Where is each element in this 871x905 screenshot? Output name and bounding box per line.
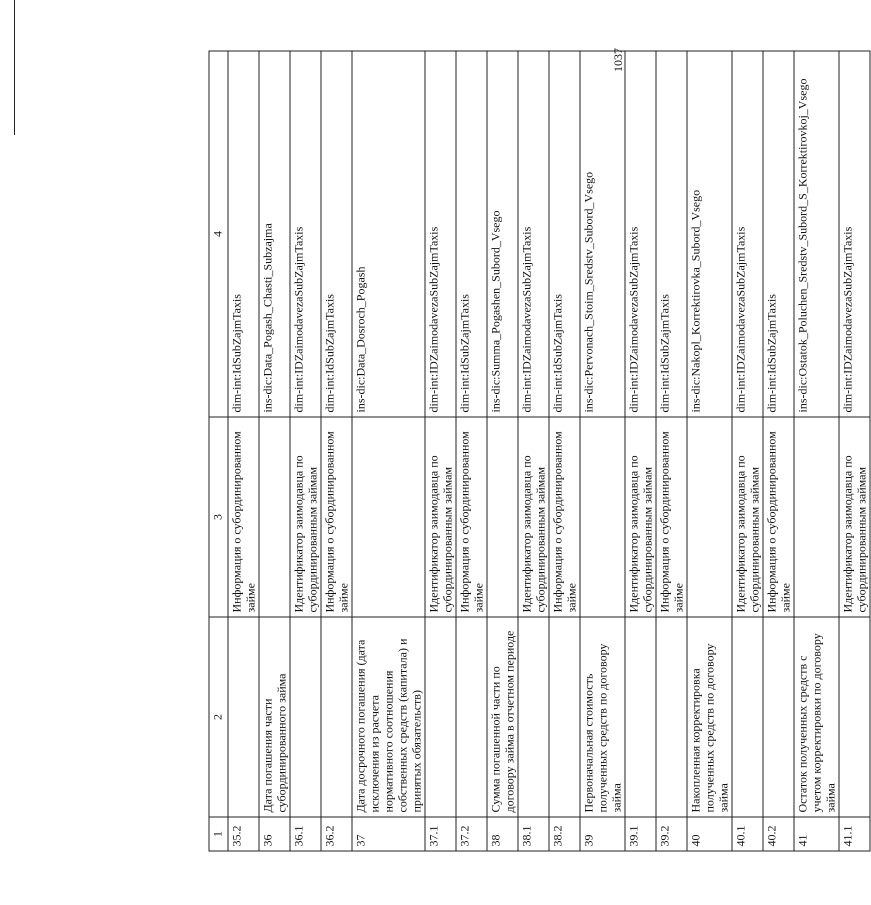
code-cell [763, 51, 794, 417]
row-number-cell: 37.2 [456, 817, 487, 851]
code-cell [259, 51, 290, 417]
code-value: ins-dic:Pervonach_Stoim_Sredstv_Subord_Vsego [581, 171, 596, 413]
dimension-info-cell: Идентификатор заимодавца по субординированным займам [518, 417, 549, 617]
table-header-row [209, 51, 228, 851]
row-number-cell: 36 [259, 817, 290, 851]
code-cell [456, 51, 487, 417]
column-header: 4 [209, 51, 228, 417]
dimension-info-cell: Информация о субординированном займе [549, 417, 580, 617]
code-value: dim-int:IDZaimodavezaSubZajmTaxis [291, 226, 306, 413]
code-value: ins-dic:Ostatok_Poluchen_Sredstv_Subord_S_Korrektirovkoj_Vsego [795, 78, 810, 413]
dimension-info-cell: Информация о субординированном займе [456, 417, 487, 617]
code-cell [794, 51, 839, 417]
row-number-cell: 40 [687, 817, 732, 851]
table-row [228, 51, 259, 851]
table-row [625, 51, 656, 851]
code-value: dim-int:IdSubZajmTaxis [657, 294, 672, 413]
row-number-cell: 36.1 [290, 817, 321, 851]
column-header: 3 [209, 417, 228, 617]
table-row [794, 51, 839, 851]
dimension-info-cell [259, 417, 290, 617]
code-value: dim-int:IDZaimodavezaSubZajmTaxis [519, 226, 534, 413]
attribute-name-cell [625, 617, 656, 817]
dimension-info-cell [687, 417, 732, 617]
code-value: dim-int:IDZaimodavezaSubZajmTaxis [426, 226, 441, 413]
code-cell [518, 51, 549, 417]
row-number-cell: 37.1 [425, 817, 456, 851]
attribute-name-cell [425, 617, 456, 817]
code-cell [656, 51, 687, 417]
dimension-info-cell: Идентификатор заимодавца по субординированным займам [732, 417, 763, 617]
table-row [290, 51, 321, 851]
attribute-name-cell [656, 617, 687, 817]
table-row [732, 51, 763, 851]
code-value: dim-int:IDZaimodavezaSubZajmTaxis [733, 226, 748, 413]
table-row [656, 51, 687, 851]
row-number-cell: 39.1 [625, 817, 656, 851]
attribute-name-cell [518, 617, 549, 817]
attributes-table [209, 51, 871, 852]
dimension-info-cell [580, 417, 625, 617]
table-row [580, 51, 625, 851]
table-row [839, 51, 870, 851]
code-cell [425, 51, 456, 417]
code-cell [732, 51, 763, 417]
code-value: dim-int:IDZaimodavezaSubZajmTaxis [840, 226, 855, 413]
table-row [487, 51, 518, 851]
table-row [321, 51, 352, 851]
dimension-info-cell: Идентификатор заимодавца по субординированным займам [625, 417, 656, 617]
dimension-info-cell: Идентификатор заимодавца по субординированным займам [290, 417, 321, 617]
binding-margin-line [14, 0, 15, 135]
code-value: dim-int:IdSubZajmTaxis [550, 294, 565, 413]
table-row [763, 51, 794, 851]
attribute-name-cell: Остаток полученных средств с учетом корректировки по договору займа [794, 617, 839, 817]
attribute-name-cell: Первоначальная стоимость полученных средств по договору займа [580, 617, 625, 817]
row-number-cell: 37 [352, 817, 425, 851]
attribute-name-cell [549, 617, 580, 817]
attribute-name-cell: Дата досрочного погашения (дата исключения из расчета нормативного соотношения собственных средств (капитала) и принятых обязательств) [352, 617, 425, 817]
attribute-name-cell [839, 617, 870, 817]
row-number-cell: 39.2 [656, 817, 687, 851]
dimension-info-cell [352, 417, 425, 617]
row-number-cell: 35.2 [228, 817, 259, 851]
code-cell [687, 51, 732, 417]
table-row [518, 51, 549, 851]
code-value: dim-int:IdSubZajmTaxis [229, 294, 244, 413]
table-row [352, 51, 425, 851]
row-number-cell: 38 [487, 817, 518, 851]
row-number-cell: 36.2 [321, 817, 352, 851]
dimension-info-cell: Информация о субординированном займе [763, 417, 794, 617]
dimension-info-cell [794, 417, 839, 617]
dimension-info-cell: Идентификатор заимодавца по субординированным займам [839, 417, 870, 617]
attribute-name-cell: Накопленная корректировка полученных средств по договору займа [687, 617, 732, 817]
code-cell [625, 51, 656, 417]
table-body [228, 51, 870, 851]
code-cell [290, 51, 321, 417]
code-value: dim-int:IdSubZajmTaxis [764, 294, 779, 413]
code-value: ins-dic:Nakopl_Korrektirovka_Subord_Vsego [688, 189, 703, 413]
attribute-name-cell [763, 617, 794, 817]
table-row [259, 51, 290, 851]
column-header: 2 [209, 617, 228, 817]
table-row [687, 51, 732, 851]
dimension-info-cell: Информация о субординированном займе [228, 417, 259, 617]
code-cell [228, 51, 259, 417]
code-cell [487, 51, 518, 417]
code-cell [321, 51, 352, 417]
row-number-cell: 38.1 [518, 817, 549, 851]
row-number-cell: 40.2 [763, 817, 794, 851]
table-row [549, 51, 580, 851]
dimension-info-cell [487, 417, 518, 617]
dimension-info-cell: Информация о субординированном займе [656, 417, 687, 617]
row-number-cell: 41 [794, 817, 839, 851]
code-cell [839, 51, 870, 417]
attribute-name-cell [228, 617, 259, 817]
code-value: dim-int:IdSubZajmTaxis [457, 294, 472, 413]
code-value: ins-dic:Summa_Pogashen_Subord_Vsego [488, 210, 503, 413]
row-number-cell: 41.1 [839, 817, 870, 851]
code-value: dim-int:IDZaimodavezaSubZajmTaxis [626, 226, 641, 413]
row-number-cell: 40.1 [732, 817, 763, 851]
attribute-name-cell: Сумма погашенной части по договору займа в отчетном периоде [487, 617, 518, 817]
page-number: 1037 [611, 48, 625, 72]
code-cell [549, 51, 580, 417]
table-row [456, 51, 487, 851]
dimension-info-cell: Информация о субординированном займе [321, 417, 352, 617]
attribute-name-cell [732, 617, 763, 817]
dimension-info-cell: Идентификатор заимодавца по субординированным займам [425, 417, 456, 617]
row-number-cell: 39 [580, 817, 625, 851]
code-cell [352, 51, 425, 417]
column-header: 1 [209, 817, 228, 851]
attribute-name-cell [290, 617, 321, 817]
row-number-cell: 38.2 [549, 817, 580, 851]
attribute-name-cell [456, 617, 487, 817]
attribute-name-cell: Дата погашения части субординированного займа [259, 617, 290, 817]
code-value: ins-dic:Data_Pogash_Chasti_Subzajma [260, 223, 275, 413]
attribute-name-cell [321, 617, 352, 817]
code-cell [580, 51, 625, 417]
rotated-page [209, 52, 869, 852]
code-value: dim-int:IdSubZajmTaxis [322, 294, 337, 413]
code-value: ins-dic:Data_Dosroch_Pogash [353, 266, 368, 413]
table-row [425, 51, 456, 851]
